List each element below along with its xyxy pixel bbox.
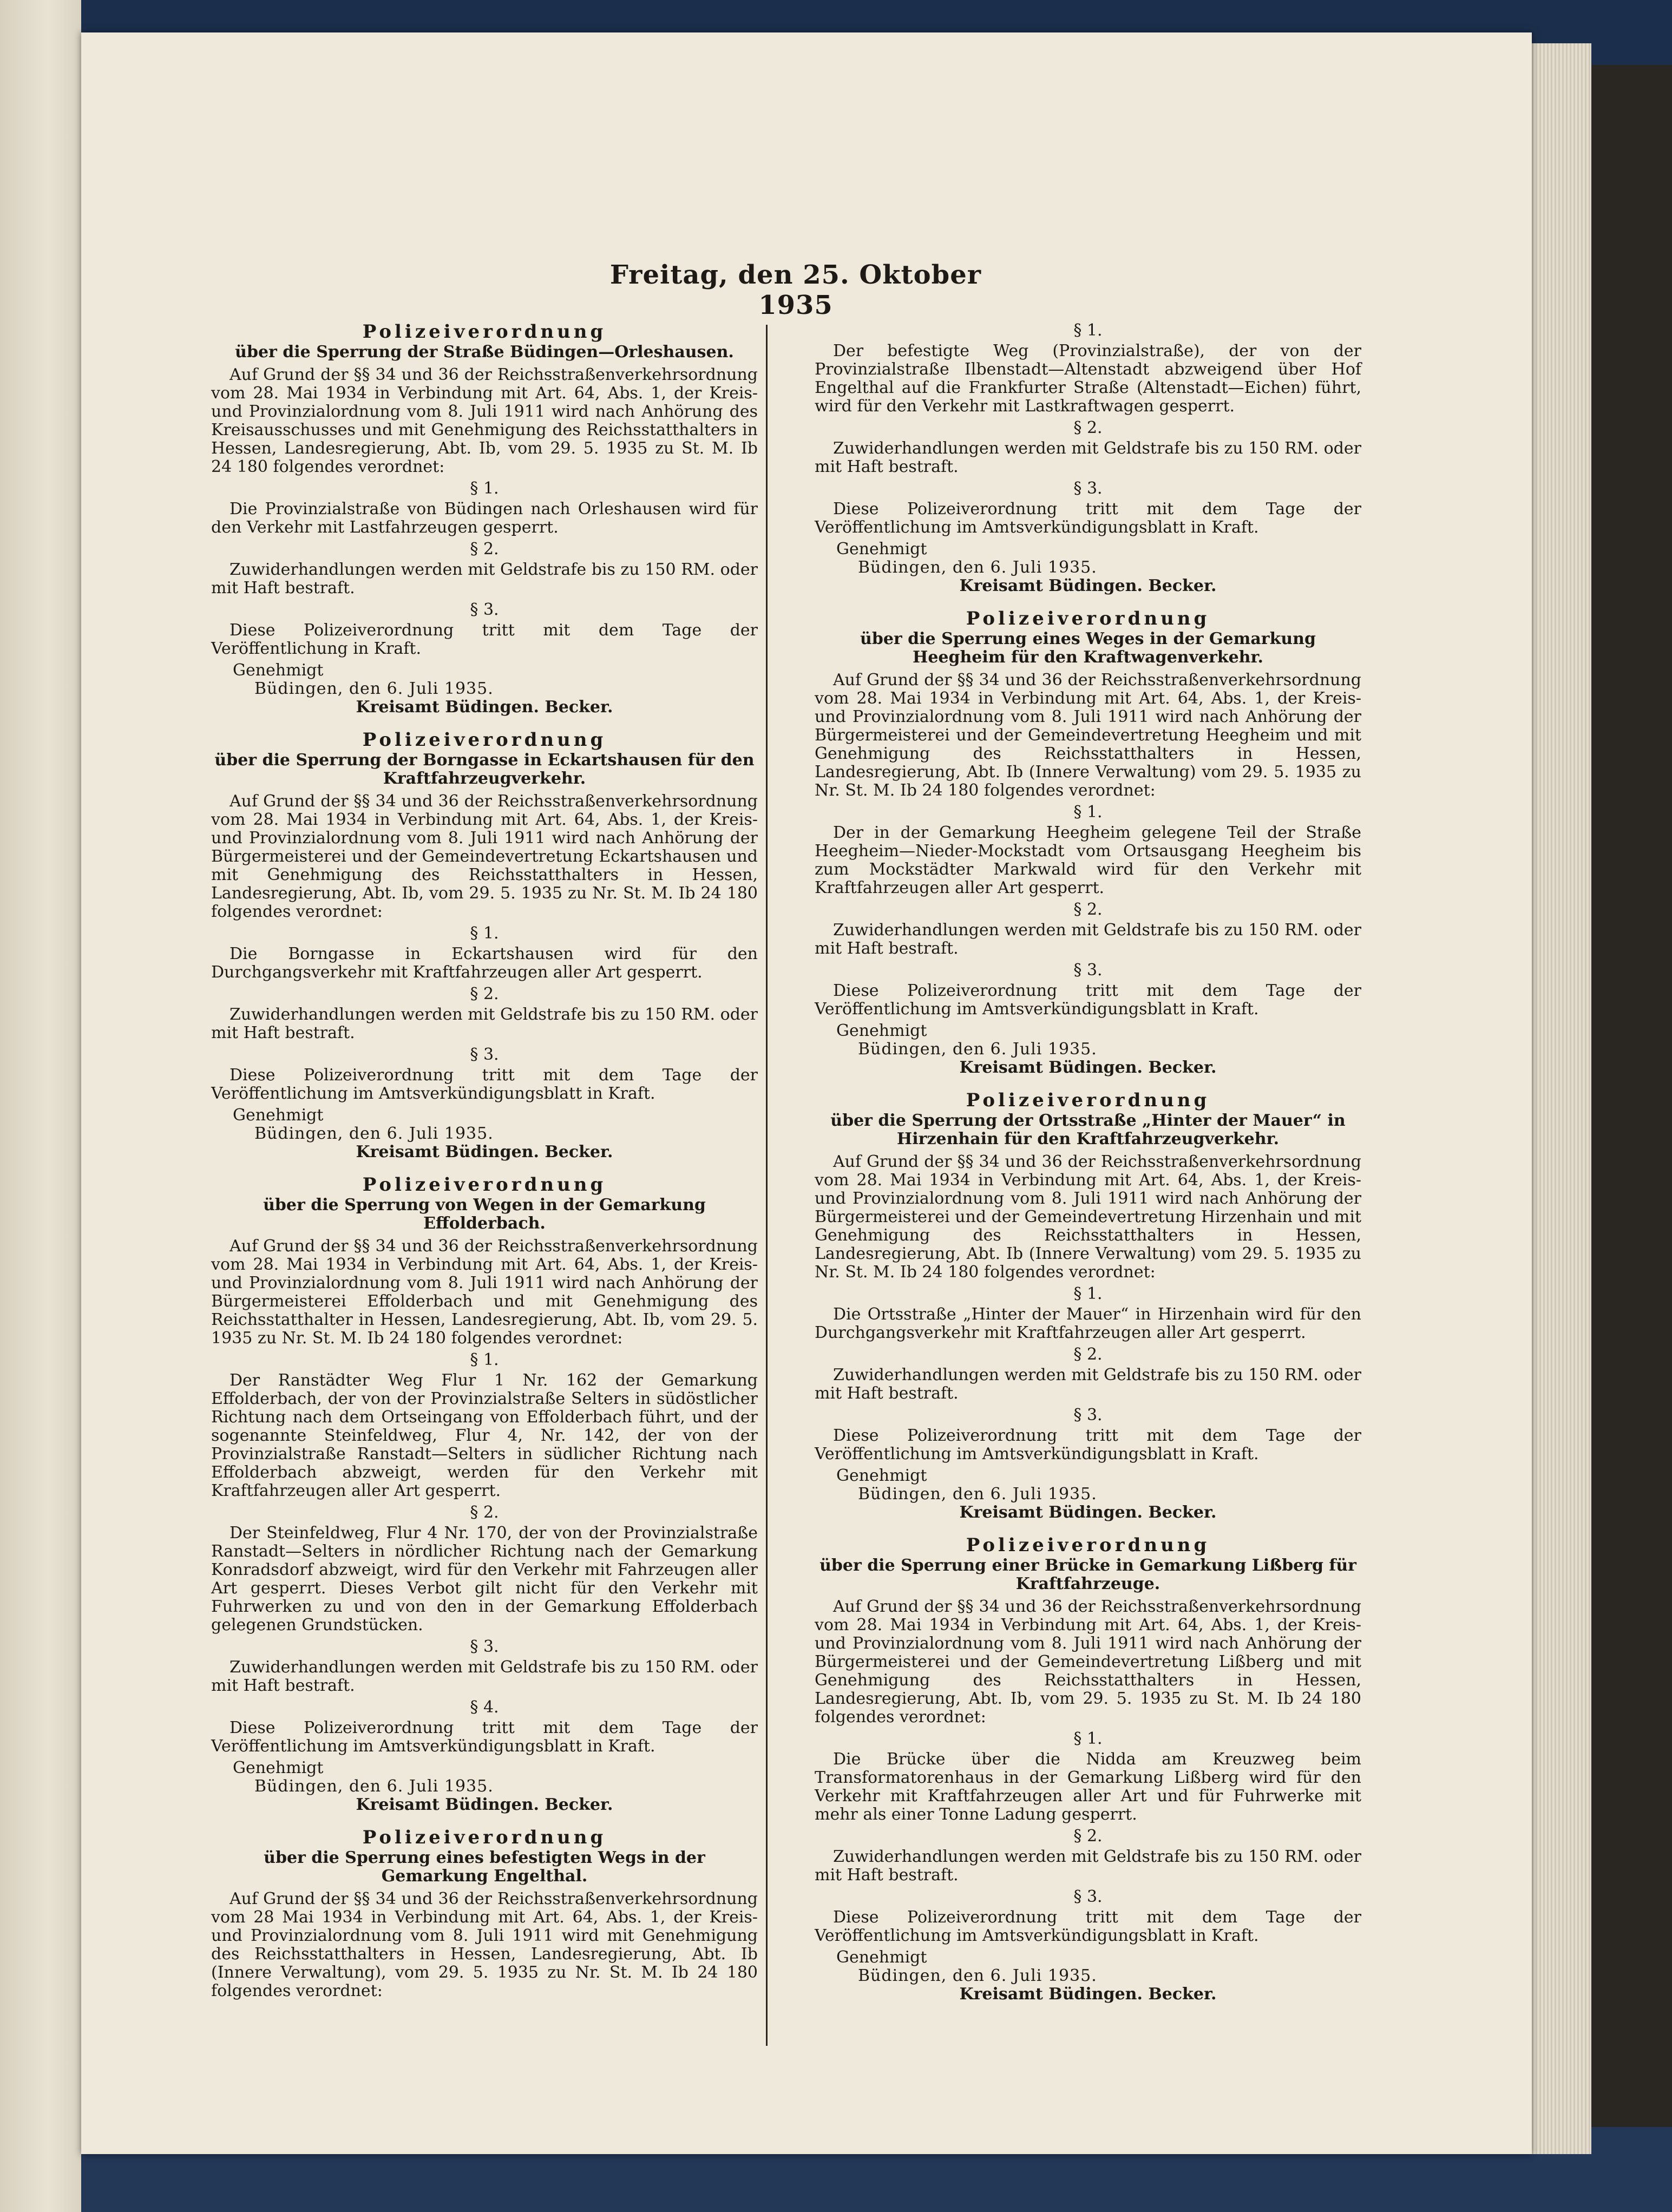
paragraph-number: § 1. bbox=[1073, 321, 1103, 340]
approval-note: Genehmigt bbox=[233, 1106, 324, 1125]
paragraph-text: Zuwiderhandlungen werden mit Geldstrafe bis zu 150 RM. oder mit Haft bestraft. bbox=[815, 921, 1361, 958]
ordinance-section bbox=[815, 609, 1361, 1077]
ordinance-subtitle: über die Sperrung der Ortsstraße „Hinter der Mauer“ in Hirzenhain für den Kraftfahrzeugverkehr. bbox=[830, 1111, 1346, 1148]
approval-note: Genehmigt bbox=[836, 540, 927, 559]
paragraph-text: Die Brücke über die Nidda am Kreuzweg beim Transformatorenhaus in der Gemarkung Lißberg wird für den Verkehr mit Kraftfahrzeugen aller Art und für Fuhrwerke mit mehr als einer Tonne Ladung gesperrt. bbox=[815, 1750, 1361, 1824]
issuing-authority: Kreisamt Büdingen. Becker. bbox=[356, 1795, 613, 1814]
issuing-authority: Kreisamt Büdingen. Becker. bbox=[356, 1143, 613, 1161]
ordinance-intro: Auf Grund der §§ 34 und 36 der Reichsstraßenverkehrsordnung vom 28. Mai 1934 in Verbindung mit Art. 64, Abs. 1, der Kreis- und Provinzialordnung vom 8. Juli 1911 wird nach Anhörung der Bürgermeisterei Effolderbach und mit Genehmigung des Reichsstatthalter in Hessen, Landesregierung, Abt. Ib, vom 29. 5. 1935 zu Nr. St. M. Ib 24 180 folgendes verordnet: bbox=[211, 1237, 758, 1348]
ordinance-section bbox=[815, 1091, 1361, 1522]
ordinance-paragraphs bbox=[815, 321, 1361, 537]
ordinance-intro: Auf Grund der §§ 34 und 36 der Reichsstraßenverkehrsordnung vom 28. Mai 1934 in Verbindung mit Art. 64, Abs. 1, der Kreis- und Provinzialordnung vom 8. Juli 1911 wird nach Anhörung der Bürgermeisterei und der Gemeindevertretung Lißberg und mit Genehmigung des Reichsstatthalters in Hessen, Landesregierung, Abt. Ib, vom 29. 5. 1935 zu St. M. Ib 24 180 folgendes verordnet: bbox=[815, 1597, 1361, 1727]
paragraph-text: Diese Polizeiverordnung tritt mit dem Tage der Veröffentlichung im Amtsverkündigungsblatt in Kraft. bbox=[211, 1718, 758, 1756]
paragraph-text: Zuwiderhandlungen werden mit Geldstrafe bis zu 150 RM. oder mit Haft bestraft. bbox=[211, 560, 758, 598]
ordinance-subtitle: über die Sperrung der Borngasse in Eckartshausen für den Kraftfahrzeugverkehr. bbox=[214, 751, 755, 788]
approval-note: Genehmigt bbox=[233, 1758, 324, 1777]
ordinance-intro: Auf Grund der §§ 34 und 36 der Reichsstraßenverkehrsordnung vom 28 Mai 1934 in Verbindung mit Art. 64, Abs. 1, der Kreis- und Provinzialordnung vom 8. Juli 1911 wird mit Genehmigung des Reichsstatthalters in Hessen, Landesregierung, Abt. Ib (Innere Verwaltung), vom 29. 5. 1935 zu Nr. St. M. Ib 24 180 folgendes verordnet: bbox=[211, 1889, 758, 2000]
facing-page-edge bbox=[0, 0, 81, 2212]
page-header-date: Freitag, den 25. Oktober 1935 bbox=[609, 260, 982, 320]
ordinance-subtitle: über die Sperrung eines Weges in der Gemarkung Heegheim für den Kraftwagenverkehr. bbox=[860, 629, 1316, 667]
ordinance-title: Polizeiverordnung bbox=[362, 1174, 607, 1196]
ordinance-paragraphs bbox=[211, 924, 758, 1103]
paragraph-text: Diese Polizeiverordnung tritt mit dem Tage der Veröffentlichung im Amtsverkündigungsblatt in Kraft. bbox=[815, 1908, 1361, 1945]
ordinance-paragraphs bbox=[211, 480, 758, 658]
paragraph-text: Die Provinzialstraße von Büdingen nach Orleshausen wird für den Verkehr mit Lastfahrzeugen gesperrt. bbox=[211, 500, 758, 537]
approval-note: Genehmigt bbox=[836, 1466, 927, 1485]
approval-note: Genehmigt bbox=[836, 1021, 927, 1040]
ordinance-title: Polizeiverordnung bbox=[966, 608, 1210, 629]
paragraph-number: § 3. bbox=[1073, 1406, 1103, 1425]
place-date: Büdingen, den 6. Juli 1935. bbox=[254, 1124, 494, 1143]
ordinance-subtitle: über die Sperrung einer Brücke in Gemarkung Lißberg für Kraftfahrzeuge. bbox=[819, 1556, 1356, 1593]
ordinance-section bbox=[815, 321, 1361, 595]
paragraph-number: § 3. bbox=[1073, 961, 1103, 980]
paragraph-number: § 1. bbox=[470, 924, 499, 943]
issuing-authority: Kreisamt Büdingen. Becker. bbox=[959, 1058, 1217, 1077]
paragraph-number: § 2. bbox=[470, 984, 499, 1003]
issuing-authority: Kreisamt Büdingen. Becker. bbox=[959, 1985, 1217, 2004]
paragraph-number: § 1. bbox=[1073, 1284, 1103, 1303]
ordinance-subtitle: über die Sperrung der Straße Büdingen—Orleshausen. bbox=[235, 343, 734, 362]
paragraph-text: Die Borngasse in Eckartshausen wird für den Durchgangsverkehr mit Kraftfahrzeugen aller Art gesperrt. bbox=[211, 944, 758, 982]
paragraph-number: § 2. bbox=[1073, 900, 1103, 919]
ordinance-section bbox=[211, 1176, 758, 1814]
ordinance-intro: Auf Grund der §§ 34 und 36 der Reichsstraßenverkehrsordnung vom 28. Mai 1934 in Verbindung mit Art. 64, Abs. 1, der Kreis- und Provinzialordnung vom 8. Juli 1911 wird nach Anhörung der Bürgermeisterei und der Gemeindevertretung Hirzenhain und mit Genehmigung des Reichsstatthalters in Hessen, Landesregierung, Abt. Ib (Innere Verwaltung) vom 29. 5. 1935 zu Nr. St. M. Ib 24 180 folgendes verordnet: bbox=[815, 1152, 1361, 1282]
paragraph-text: Der befestigte Weg (Provinzialstraße), der von der Provinzialstraße Ilbenstadt—Altenstadt abzweigend über Hof Engelthal auf die Frankfurter Straße (Altenstadt—Eichen) führt, wird für den Verkehr mit Lastkraftwagen gesperrt. bbox=[815, 342, 1361, 416]
ordinance-title: Polizeiverordnung bbox=[966, 1534, 1210, 1556]
page-stack-edge bbox=[1532, 43, 1591, 2154]
paragraph-number: § 2. bbox=[470, 540, 499, 559]
paragraph-number: § 3. bbox=[470, 1637, 499, 1656]
paragraph-text: Zuwiderhandlungen werden mit Geldstrafe bis zu 150 RM. oder mit Haft bestraft. bbox=[815, 439, 1361, 476]
paragraph-number: § 1. bbox=[470, 1350, 499, 1369]
paragraph-text: Diese Polizeiverordnung tritt mit dem Tage der Veröffentlichung im Amtsverkündigungsblatt in Kraft. bbox=[815, 981, 1361, 1019]
ordinance-intro: Auf Grund der §§ 34 und 36 der Reichsstraßenverkehrsordnung vom 28. Mai 1934 in Verbindung mit Art. 64, Abs. 1, der Kreis- und Provinzialordnung vom 8. Juli 1911 wird nach Anhörung der Bürgermeisterei und der Gemeindevertretung Eckartshausen und mit Genehmigung des Reichsstatthalters in Hessen, Landesregierung, Abt. Ib, vom 29. 5. 1935 zu Nr. St. M. Ib 24 180 folgendes verordnet: bbox=[211, 792, 758, 921]
paragraph-text: Zuwiderhandlungen werden mit Geldstrafe bis zu 150 RM. oder mit Haft bestraft. bbox=[211, 1658, 758, 1695]
place-date: Büdingen, den 6. Juli 1935. bbox=[858, 1485, 1097, 1504]
place-date: Büdingen, den 6. Juli 1935. bbox=[254, 679, 494, 698]
place-date: Büdingen, den 6. Juli 1935. bbox=[858, 1966, 1097, 1985]
approval-note: Genehmigt bbox=[836, 1948, 927, 1967]
paragraph-number: § 2. bbox=[1073, 1827, 1103, 1846]
ordinance-subtitle: über die Sperrung von Wegen in der Gemarkung Effolderbach. bbox=[263, 1196, 706, 1233]
ordinance-section bbox=[211, 323, 758, 717]
paragraph-text: Der Steinfeldweg, Flur 4 Nr. 170, der von der Provinzialstraße Ranstadt—Selters in nördlicher Richtung nach der Gemarkung Konradsdorf abzweigt, wird für den Verkehr mit Fahrzeugen aller Art gesperrt. Dieses Verbot gilt nicht für den Verkehr mit Fuhrwerken zu und von den in der Gemarkung Effolderbach gelegenen Grundstücken. bbox=[211, 1524, 758, 1635]
paragraph-number: § 2. bbox=[1073, 1345, 1103, 1364]
ordinance-section bbox=[211, 1828, 758, 2000]
ordinance-paragraphs bbox=[211, 1351, 758, 1756]
ordinance-subtitle: über die Sperrung eines befestigten Wegs in der Gemarkung Engelthal. bbox=[264, 1848, 705, 1886]
issuing-authority: Kreisamt Büdingen. Becker. bbox=[356, 698, 613, 717]
paragraph-text: Diese Polizeiverordnung tritt mit dem Tage der Veröffentlichung im Amtsverkündigungsblatt in Kraft. bbox=[211, 1066, 758, 1103]
ordinance-title: Polizeiverordnung bbox=[362, 321, 607, 343]
right-column bbox=[815, 319, 1361, 2018]
ordinance-title: Polizeiverordnung bbox=[362, 729, 607, 751]
ordinance-intro: Auf Grund der §§ 34 und 36 der Reichsstraßenverkehrsordnung vom 28. Mai 1934 in Verbindung mit Art. 64, Abs. 1, der Kreis- und Provinzialordnung vom 8. Juli 1911 wird nach Anhörung der Bürgermeisterei und der Gemeindevertretung Heegheim und mit Genehmigung des Reichsstatthalters in Hessen, Landesregierung, Abt. Ib (Innere Verwaltung) vom 29. 5. 1935 zu Nr. St. M. Ib 24 180 folgendes verordnet: bbox=[815, 671, 1361, 800]
ordinance-intro: Auf Grund der §§ 34 und 36 der Reichsstraßenverkehrsordnung vom 28. Mai 1934 in Verbindung mit Art. 64, Abs. 1, der Kreis- und Provinzialordnung vom 8. Juli 1911 wird nach Anhörung des Kreisausschusses und mit Genehmigung des Reichsstatthalters in Hessen, Landesregierung, Abt. Ib, vom 29. 5. 1935 zu St. M. Ib 24 180 folgendes verordnet: bbox=[211, 365, 758, 476]
paragraph-number: § 1. bbox=[470, 479, 499, 498]
paragraph-number: § 3. bbox=[470, 1045, 499, 1064]
paragraph-number: § 3. bbox=[1073, 1887, 1103, 1906]
paragraph-number: § 2. bbox=[470, 1503, 499, 1522]
paragraph-text: Der in der Gemarkung Heegheim gelegene Teil der Straße Heegheim—Nieder-Mockstadt vom Ortsausgang Heegheim bis zum Mockstädter Markwald wird für den Verkehr mit Kraftfahrzeugen aller Art gesperrt. bbox=[815, 823, 1361, 897]
paragraph-text: Zuwiderhandlungen werden mit Geldstrafe bis zu 150 RM. oder mit Haft bestraft. bbox=[815, 1847, 1361, 1885]
approval-note: Genehmigt bbox=[233, 661, 324, 680]
issuing-authority: Kreisamt Büdingen. Becker. bbox=[959, 1503, 1217, 1522]
paragraph-text: Die Ortsstraße „Hinter der Mauer“ in Hirzenhain wird für den Durchgangsverkehr mit Kraftfahrzeugen aller Art gesperrt. bbox=[815, 1305, 1361, 1342]
ordinance-title: Polizeiverordnung bbox=[966, 1089, 1210, 1111]
paragraph-number: § 4. bbox=[470, 1698, 499, 1717]
paragraph-text: Zuwiderhandlungen werden mit Geldstrafe bis zu 150 RM. oder mit Haft bestraft. bbox=[815, 1366, 1361, 1403]
paragraph-text: Zuwiderhandlungen werden mit Geldstrafe bis zu 150 RM. oder mit Haft bestraft. bbox=[211, 1005, 758, 1042]
paragraph-number: § 3. bbox=[470, 600, 499, 619]
place-date: Büdingen, den 6. Juli 1935. bbox=[254, 1777, 494, 1796]
left-column bbox=[211, 319, 758, 2014]
ordinance-paragraphs bbox=[815, 803, 1361, 1019]
ordinance-paragraphs bbox=[815, 1285, 1361, 1463]
paragraph-text: Diese Polizeiverordnung tritt mit dem Tage der Veröffentlichung in Kraft. bbox=[211, 621, 758, 658]
paragraph-number: § 1. bbox=[1073, 803, 1103, 822]
paragraph-text: Diese Polizeiverordnung tritt mit dem Tage der Veröffentlichung im Amtsverkündigungsblatt in Kraft. bbox=[815, 500, 1361, 537]
issuing-authority: Kreisamt Büdingen. Becker. bbox=[959, 576, 1217, 595]
paragraph-number: § 2. bbox=[1073, 418, 1103, 437]
paragraph-text: Diese Polizeiverordnung tritt mit dem Tage der Veröffentlichung im Amtsverkündigungsblatt in Kraft. bbox=[815, 1426, 1361, 1463]
ordinance-title: Polizeiverordnung bbox=[362, 1827, 607, 1848]
ordinance-section bbox=[211, 731, 758, 1161]
paragraph-number: § 3. bbox=[1073, 479, 1103, 498]
ordinance-section bbox=[815, 1536, 1361, 2004]
place-date: Büdingen, den 6. Juli 1935. bbox=[858, 558, 1097, 577]
paragraph-text: Der Ranstädter Weg Flur 1 Nr. 162 der Gemarkung Effolderbach, der von der Provinzialstraße Selters in südöstlicher Richtung nach dem Ortseingang von Effolderbach führt, und der sogenannte Steinfeldweg, Flur 4, Nr. 142, der von der Provinzialstraße Ranstadt—Selters in südlicher Richtung nach Effolderbach abzweigt, werden für den Verkehr mit Kraftfahrzeugen aller Art gesperrt. bbox=[211, 1371, 758, 1500]
paragraph-number: § 1. bbox=[1073, 1729, 1103, 1748]
ordinance-paragraphs bbox=[815, 1730, 1361, 1945]
place-date: Büdingen, den 6. Juli 1935. bbox=[858, 1040, 1097, 1059]
column-divider bbox=[766, 325, 768, 2046]
